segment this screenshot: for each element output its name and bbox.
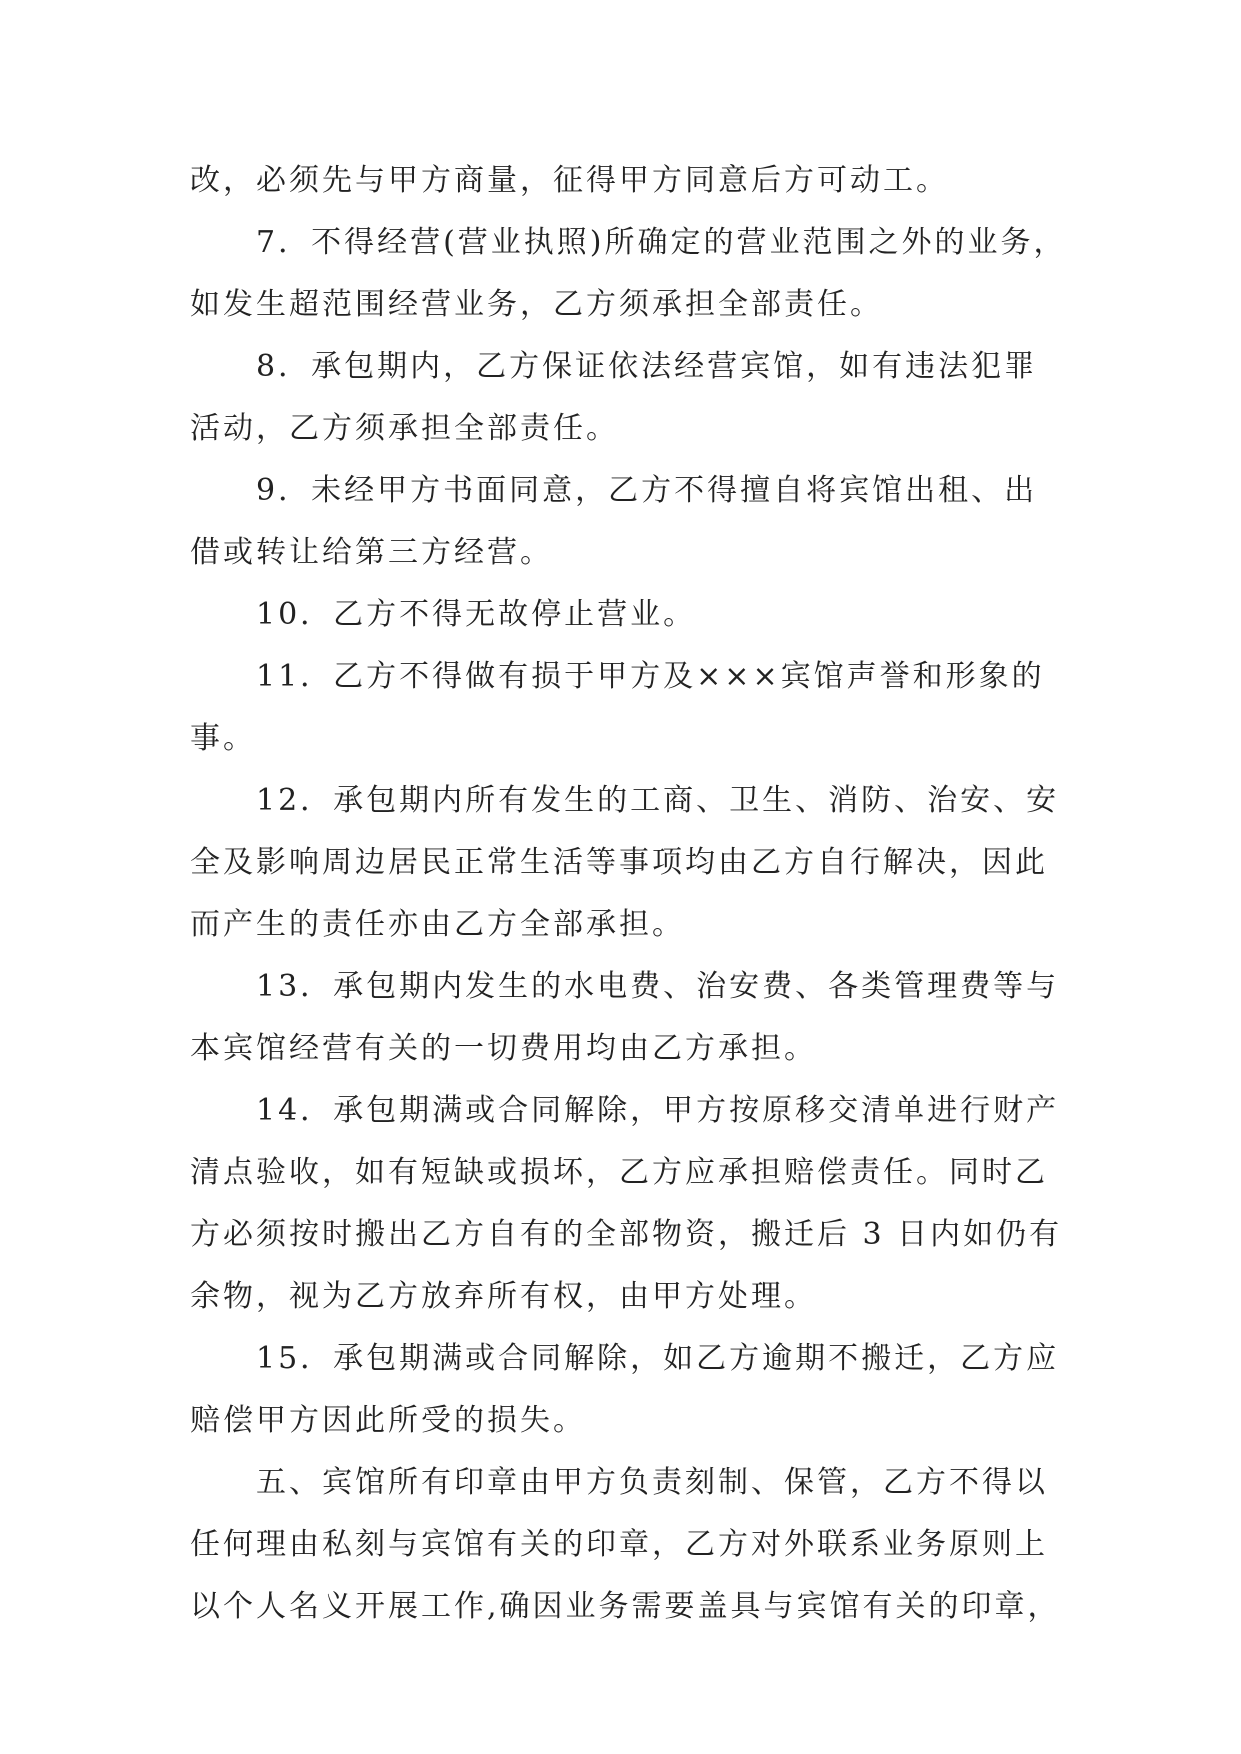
text-line: 15．承包期满或合同解除，如乙方逾期不搬迁，乙方应: [190, 1341, 1060, 1376]
text-line: 改，必须先与甲方商量，征得甲方同意后方可动工。: [190, 163, 949, 198]
text-line: 12．承包期内所有发生的工商、卫生、消防、治安、安: [190, 783, 1060, 818]
text-line: 方必须按时搬出乙方自有的全部物资，搬迁后 3 日内如仍有: [190, 1217, 1063, 1252]
text-line: 借或转让给第三方经营。: [190, 535, 553, 570]
text-line: 本宾馆经营有关的一切费用均由乙方承担。: [190, 1031, 817, 1066]
text-line: 事。: [190, 721, 256, 756]
text-line: 全及影响周边居民正常生活等事项均由乙方自行解决，因此: [190, 845, 1048, 880]
text-line: 任何理由私刻与宾馆有关的印章，乙方对外联系业务原则上: [190, 1527, 1048, 1562]
text-line: 以个人名义开展工作,确因业务需要盖具与宾馆有关的印章，: [190, 1589, 1061, 1624]
text-line: 余物，视为乙方放弃所有权，由甲方处理。: [190, 1279, 817, 1314]
text-line: 11．乙方不得做有损于甲方及×××宾馆声誉和形象的: [190, 659, 1045, 694]
text-line: 9．未经甲方书面同意，乙方不得擅自将宾馆出租、出: [190, 473, 1038, 508]
document-body: [190, 163, 1067, 1654]
text-line: 五、宾馆所有印章由甲方负责刻制、保管，乙方不得以: [190, 1465, 1048, 1500]
text-line: 而产生的责任亦由乙方全部承担。: [190, 907, 685, 942]
text-line: 7．不得经营(营业执照)所确定的营业范围之外的业务，: [190, 225, 1067, 260]
text-line: 13．承包期内发生的水电费、治安费、各类管理费等与: [190, 969, 1060, 1004]
text-line: 14．承包期满或合同解除，甲方按原移交清单进行财产: [190, 1093, 1060, 1128]
text-line: 10．乙方不得无故停止营业。: [190, 597, 697, 632]
text-line: 8．承包期内，乙方保证依法经营宾馆，如有违法犯罪: [190, 349, 1038, 384]
text-line: 如发生超范围经营业务，乙方须承担全部责任。: [190, 287, 883, 322]
text-line: 活动，乙方须承担全部责任。: [190, 411, 619, 446]
text-line: 赔偿甲方因此所受的损失。: [190, 1403, 586, 1438]
text-line: 清点验收，如有短缺或损坏，乙方应承担赔偿责任。同时乙: [190, 1155, 1048, 1190]
